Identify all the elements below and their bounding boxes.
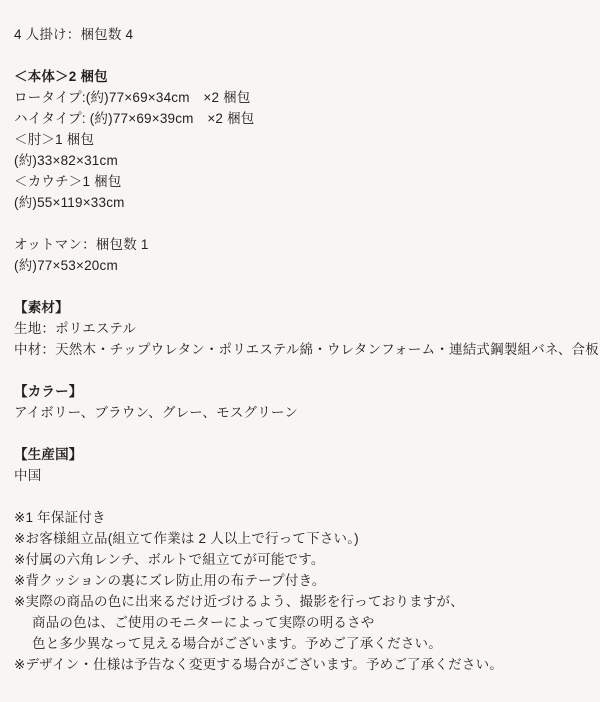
spec-block-seat-count [14, 24, 586, 45]
spec-line: (約)55×119×33cm [14, 195, 125, 210]
spec-line: (約)33×82×31cm [14, 153, 118, 168]
spec-line: 中材：天然木・チップウレタン・ポリエステル綿・ウレタンフォーム・連結式鋼製組バネ、合板 [14, 342, 599, 357]
spec-line: 生地：ポリエステル [14, 321, 137, 336]
spec-block-country-of-origin [14, 444, 586, 486]
spec-block-packaging-details [14, 66, 586, 213]
spacer [14, 360, 586, 381]
spec-line: ハイタイプ: (約)77×69×39cm ×2 梱包 [14, 111, 255, 126]
note-line: ※デザイン・仕様は予告なく変更する場合がございます。予めご了承ください。 [14, 657, 503, 672]
spec-heading: 【カラー】 [14, 384, 83, 399]
spec-line: 4 人掛け：梱包数 4 [14, 27, 134, 42]
spacer [14, 213, 586, 234]
note-line: 色と多少異なって見える場合がございます。予めご了承ください。 [32, 636, 442, 651]
spacer [14, 45, 586, 66]
spec-line: ロータイプ:(約)77×69×34cm ×2 梱包 [14, 90, 251, 105]
spec-block-color [14, 381, 586, 423]
note-line: ※お客様組立品(組立て作業は 2 人以上で行って下さい。) [14, 531, 359, 546]
spec-block-material [14, 297, 599, 360]
spec-line: (約)77×53×20cm [14, 258, 118, 273]
spec-block-ottoman [14, 234, 586, 276]
spec-line: アイボリー、ブラウン、グレー、モスグリーン [14, 405, 299, 420]
note-line: ※付属の六角レンチ、ボルトで組立てが可能です。 [14, 552, 325, 567]
spec-block-notes [14, 507, 586, 675]
note-line: ※背クッションの裏にズレ防止用の布テープ付き。 [14, 573, 326, 588]
spec-heading: 【生産国】 [14, 447, 83, 462]
note-line: ※実際の商品の色に出来るだけ近づけるよう、撮影を行っておりますが、 [14, 594, 464, 609]
spec-line: ＜肘＞1 梱包 [14, 132, 95, 147]
note-line: 商品の色は、ご使用のモニターによって実際の明るさや [32, 615, 375, 630]
spec-line: ＜カウチ＞1 梱包 [14, 174, 122, 189]
spec-line: 中国 [14, 468, 42, 483]
spacer [14, 486, 586, 507]
note-line: ※1 年保証付き [14, 510, 106, 525]
spacer [14, 276, 586, 297]
spec-heading: 【素材】 [14, 300, 69, 315]
spec-line: オットマン：梱包数 1 [14, 237, 149, 252]
spacer [14, 423, 586, 444]
spec-heading: ＜本体＞2 梱包 [14, 69, 108, 84]
